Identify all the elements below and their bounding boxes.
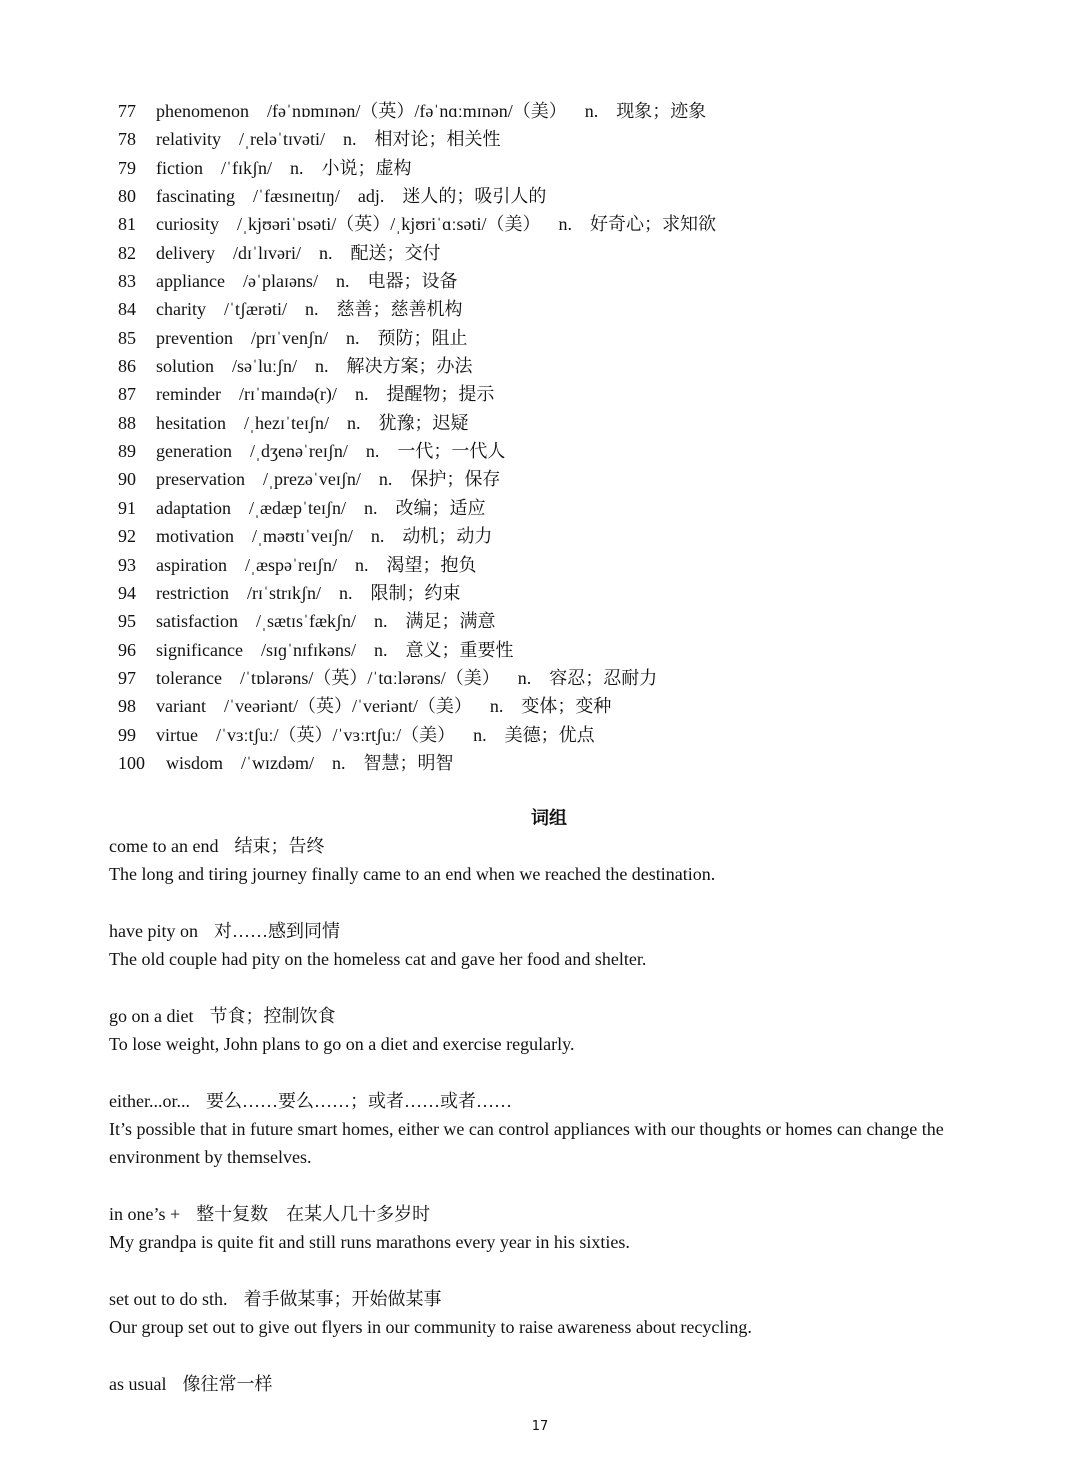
phrase-heading (109, 1002, 989, 1030)
vocab-number: 85 (118, 327, 136, 348)
vocab-entry (118, 664, 1018, 692)
vocab-entry (118, 437, 1018, 465)
vocab-meaning: 预防；阻止 (377, 327, 468, 348)
vocab-entry (118, 154, 1018, 182)
phrase-text: set out to do sth. (109, 1288, 228, 1309)
vocab-phonetic: /rɪˈstrɪkʃn/ (246, 582, 321, 603)
vocab-part-of-speech: n. (345, 327, 360, 348)
vocab-word: prevention (156, 327, 233, 348)
vocab-phonetic: /prɪˈvenʃn/ (250, 327, 328, 348)
vocab-part-of-speech: n. (373, 639, 388, 660)
vocab-phonetic: /ˌprezəˈveɪʃn/ (262, 469, 361, 490)
vocab-part-of-speech: n. (290, 157, 304, 178)
vocab-number: 79 (118, 157, 136, 178)
vocab-phonetic: /sɪɡˈnɪfɪkəns/ (260, 639, 356, 660)
vocab-phonetic: /əˈplaɪəns/ (242, 271, 318, 292)
phrase-example: Our group set out to give out flyers in our community to raise awareness about recycling. (109, 1317, 752, 1338)
vocab-entry (118, 579, 1018, 607)
section-title: 词组 (531, 808, 567, 828)
vocab-part-of-speech: n. (342, 129, 357, 150)
vocab-number: 97 (118, 667, 136, 688)
vocab-phonetic: /fəˈnɒmɪnən/（英）/fəˈnɑːmɪnən/（美） (266, 101, 567, 121)
vocab-number: 95 (118, 611, 136, 632)
vocab-meaning: 犹豫；迟疑 (378, 412, 469, 433)
vocab-part-of-speech: n. (318, 242, 333, 263)
vocab-word: motivation (156, 526, 234, 547)
vocab-phonetic: /ˈwɪzdəm/ (241, 752, 314, 773)
page-number: 17 (531, 1419, 549, 1434)
vocab-meaning: 意义；重要性 (405, 639, 514, 660)
vocab-part-of-speech: n. (517, 667, 532, 688)
phrase-text: go on a diet (109, 1005, 194, 1026)
vocab-part-of-speech: n. (365, 441, 380, 462)
vocab-word: preservation (156, 469, 245, 490)
vocab-meaning: 相对论；相关性 (374, 129, 501, 150)
vocab-phonetic: /ˌkjʊəriˈɒsəti/（英）/ˌkjʊriˈɑːsəti/（美） (237, 214, 541, 235)
vocab-part-of-speech: n. (378, 469, 393, 490)
vocab-part-of-speech: n. (473, 724, 487, 745)
phrase-meaning: 要么……要么……；或者……或者…… (205, 1090, 512, 1111)
vocab-phonetic: /ˌæspəˈreɪʃn/ (244, 554, 337, 575)
vocab-entry (118, 494, 1018, 522)
vocab-part-of-speech: n. (346, 412, 361, 433)
vocab-phonetic: /dɪˈlɪvəri/ (232, 242, 301, 263)
vocab-phonetic: /ˈfæsɪneɪtɪŋ/ (252, 186, 340, 207)
phrase-meaning: 结束；告终 (234, 836, 325, 856)
vocab-meaning: 电器；设备 (367, 271, 458, 292)
vocab-phonetic: /ˈfɪkʃn/ (221, 157, 272, 178)
phrase-entry (109, 832, 989, 889)
phrase-example: To lose weight, John plans to go on a diet and exercise regularly. (109, 1034, 575, 1055)
vocab-number: 89 (118, 441, 136, 462)
vocab-phonetic: /ˌhezɪˈteɪʃn/ (244, 412, 329, 433)
vocab-entry (118, 692, 1018, 720)
phrase-meaning: 整十复数 在某人几十多岁时 (196, 1203, 431, 1224)
vocab-meaning: 美德；优点 (504, 724, 595, 745)
phrase-meaning: 像往常一样 (182, 1373, 273, 1394)
vocab-phonetic: /ˌdʒenəˈreɪʃn/ (249, 441, 348, 462)
vocab-meaning: 提醒物；提示 (386, 384, 495, 405)
vocab-word: fiction (156, 157, 203, 178)
phrase-entry (109, 1285, 989, 1342)
vocab-part-of-speech: n. (558, 214, 573, 235)
vocab-part-of-speech: adj. (357, 186, 385, 207)
vocab-entry (118, 551, 1018, 579)
phrase-text: come to an end (109, 836, 219, 856)
vocab-number: 90 (118, 469, 136, 490)
vocab-meaning: 容忍；忍耐力 (549, 667, 658, 688)
vocab-meaning: 好奇心；求知欲 (590, 214, 717, 235)
phrase-example: My grandpa is quite fit and still runs marathons every year in his sixties. (109, 1232, 630, 1253)
vocab-number: 88 (118, 412, 136, 433)
vocab-word: generation (156, 441, 232, 462)
phrase-text: in one’s + (109, 1203, 181, 1224)
vocab-word: variant (156, 696, 206, 717)
vocab-word: wisdom (166, 752, 224, 773)
vocab-word: aspiration (156, 554, 227, 575)
vocab-word: satisfaction (156, 611, 238, 632)
vocab-word: hesitation (156, 412, 226, 433)
vocab-phonetic: /rɪˈmaɪndə(r)/ (238, 384, 337, 405)
phrase-section (109, 804, 989, 1426)
vocab-entry (118, 267, 1018, 295)
vocab-number: 83 (118, 271, 136, 292)
vocab-number: 80 (118, 186, 136, 207)
phrase-text: as usual (109, 1373, 167, 1394)
phrase-entry (109, 1087, 989, 1172)
vocab-entry (118, 636, 1018, 664)
vocab-word: curiosity (156, 214, 219, 235)
vocab-entry (118, 409, 1018, 437)
vocab-meaning: 保护；保存 (410, 469, 501, 490)
vocab-word: appliance (156, 271, 225, 292)
vocab-word: delivery (156, 242, 215, 263)
phrase-heading (109, 1370, 989, 1398)
vocab-entry (118, 125, 1018, 153)
vocab-meaning: 慈善；慈善机构 (336, 299, 463, 320)
phrase-heading (109, 1285, 989, 1313)
vocab-number: 84 (118, 299, 136, 320)
vocab-part-of-speech: n. (354, 554, 369, 575)
phrase-example: It’s possible that in future smart homes, either we can control appliances with our thoughts or homes can change the environment by themselves. (109, 1118, 944, 1168)
vocab-part-of-speech: n. (489, 696, 504, 717)
vocab-number: 98 (118, 696, 136, 717)
vocab-word: significance (156, 639, 243, 660)
vocab-word: restriction (156, 582, 229, 603)
vocab-number: 91 (118, 497, 136, 518)
vocab-meaning: 一代；一代人 (397, 441, 506, 462)
vocab-word: adaptation (156, 497, 231, 518)
phrase-example: The long and tiring journey finally came to an end when we reached the destination. (109, 864, 716, 885)
vocab-entry (118, 295, 1018, 323)
vocab-meaning: 配送；交付 (350, 242, 441, 263)
phrase-heading (109, 917, 989, 945)
vocab-number: 94 (118, 582, 136, 603)
vocab-meaning: 小说；虚构 (321, 157, 412, 178)
vocab-part-of-speech: n. (332, 752, 346, 773)
vocab-meaning: 改编；适应 (395, 497, 486, 518)
vocab-word: solution (156, 356, 215, 377)
phrase-entry (109, 1002, 989, 1059)
vocab-number: 82 (118, 242, 136, 263)
vocab-meaning: 限制；约束 (370, 582, 461, 603)
vocab-word: fascinating (156, 186, 235, 207)
vocab-phonetic: /ˌædæpˈteɪʃn/ (248, 497, 346, 518)
phrase-example: The old couple had pity on the homeless cat and gave her food and shelter. (109, 949, 647, 970)
vocab-entry (118, 721, 1018, 749)
phrase-meaning: 着手做某事；开始做某事 (243, 1288, 442, 1309)
vocab-entry (118, 97, 1018, 125)
vocab-meaning: 渴望；抱负 (386, 554, 477, 575)
phrase-heading (109, 1200, 989, 1228)
vocab-part-of-speech: n. (370, 526, 385, 547)
phrase-text: either...or... (109, 1090, 190, 1111)
vocab-entry (118, 380, 1018, 408)
vocab-entry (118, 607, 1018, 635)
vocab-meaning: 解决方案；办法 (346, 356, 473, 377)
vocabulary-list (118, 97, 1018, 777)
vocab-phonetic: /ˌsætɪsˈfækʃn/ (255, 611, 356, 632)
phrase-list (109, 832, 989, 1398)
vocab-meaning: 动机；动力 (402, 526, 493, 547)
vocab-phonetic: /ˌməʊtɪˈveɪʃn/ (252, 526, 353, 547)
vocab-word: charity (156, 299, 206, 320)
vocab-phonetic: /ˈtʃærəti/ (223, 299, 287, 320)
vocab-meaning: 满足；满意 (405, 611, 496, 632)
vocab-part-of-speech: n. (338, 582, 353, 603)
vocab-number: 86 (118, 356, 136, 377)
phrase-entry (109, 1200, 989, 1257)
vocab-number: 92 (118, 526, 136, 547)
vocab-word: relativity (156, 129, 221, 150)
vocab-meaning: 变体；变种 (521, 696, 612, 717)
vocab-part-of-speech: n. (584, 101, 599, 121)
phrase-meaning: 节食；控制饮食 (209, 1005, 336, 1026)
vocab-number: 78 (118, 129, 136, 150)
phrase-heading (109, 832, 989, 860)
vocab-word: phenomenon (156, 101, 249, 121)
vocab-phonetic: /ˈtɒlərəns/（英）/ˈtɑːlərəns/（美） (239, 667, 500, 688)
phrase-text: have pity on (109, 920, 198, 941)
vocab-word: tolerance (156, 667, 222, 688)
vocab-part-of-speech: n. (354, 384, 369, 405)
vocab-number: 77 (118, 101, 136, 121)
vocab-part-of-speech: n. (363, 497, 378, 518)
vocab-number: 81 (118, 214, 136, 235)
vocab-part-of-speech: n. (374, 611, 388, 632)
vocab-phonetic: /ˌreləˈtɪvəti/ (238, 129, 325, 150)
vocab-number: 99 (118, 724, 136, 745)
phrase-entry (109, 917, 989, 974)
vocab-word: reminder (156, 384, 221, 405)
vocab-entry (118, 749, 1018, 777)
vocab-part-of-speech: n. (304, 299, 319, 320)
phrase-heading (109, 1087, 989, 1115)
vocab-entry (118, 182, 1018, 210)
vocab-word: virtue (156, 724, 198, 745)
vocab-entry (118, 465, 1018, 493)
vocab-meaning: 智慧；明智 (363, 752, 454, 773)
vocab-entry (118, 522, 1018, 550)
vocab-part-of-speech: n. (315, 356, 329, 377)
vocab-number: 100 (118, 752, 145, 773)
phrase-entry (109, 1370, 989, 1398)
vocab-meaning: 现象；迹象 (616, 101, 707, 121)
vocab-entry (118, 324, 1018, 352)
vocab-phonetic: /ˈvɜːtʃuː/（英）/ˈvɜːrtʃuː/（美） (216, 724, 456, 745)
vocab-entry (118, 239, 1018, 267)
vocab-entry (118, 210, 1018, 238)
vocab-entry (118, 352, 1018, 380)
vocab-phonetic: /ˈveəriənt/（英）/ˈveriənt/（美） (223, 696, 472, 717)
vocab-number: 96 (118, 639, 136, 660)
vocab-number: 93 (118, 554, 136, 575)
vocab-number: 87 (118, 384, 136, 405)
vocab-meaning: 迷人的；吸引人的 (402, 186, 547, 207)
phrase-meaning: 对……感到同情 (213, 920, 340, 941)
vocab-part-of-speech: n. (335, 271, 350, 292)
vocab-phonetic: /səˈluːʃn/ (232, 356, 298, 377)
